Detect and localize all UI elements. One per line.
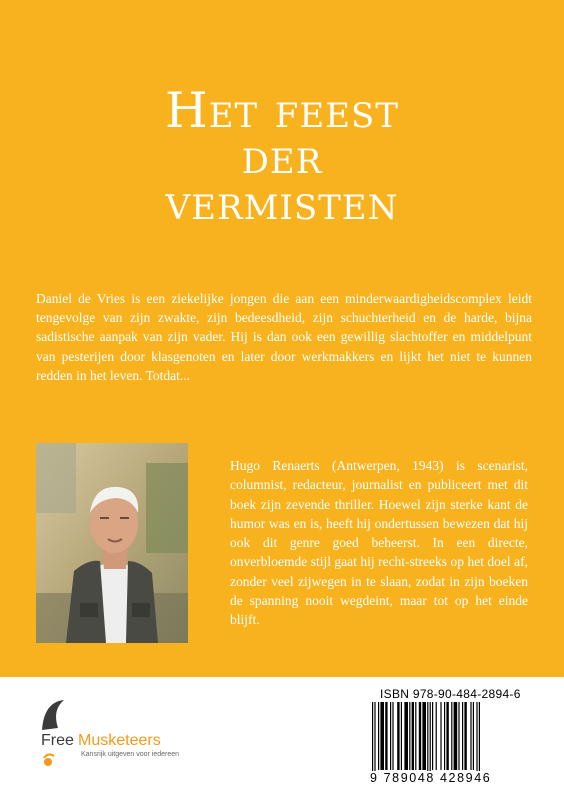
publisher-name-musketeers: Musketeers (78, 732, 161, 749)
book-title (0, 82, 564, 231)
isbn-label: ISBN 978-90-484-2894-6 (380, 687, 521, 701)
author-bio: Hugo Renaerts (Antwerpen, 1943) is scenarist, columnist, redacteur, journalist en publiceert met dit boek zijn zevende thriller. Hoewel zijn sterke kant de humor was en is, heeft hij ondertussen bewezen dat hij ook dit genre goed beheerst. In een directe, onverbloemde stijl gaat hij recht-streeks op het doel af, zonder veel zijwegen in te slaan, zodat in zijn boeken de spanning nooit wegdeint, maar tot op het einde blijft. (230, 458, 528, 628)
isbn-barcode (370, 702, 530, 777)
barcode-digits: 9 789048 428946 (370, 771, 532, 785)
publisher-tagline: Kansrijk uitgeven voor iedereen (81, 751, 180, 758)
author-portrait-image (36, 443, 188, 643)
title-line-2: der (241, 128, 323, 185)
title-line-1: Het feest (164, 82, 399, 139)
publisher-logo (34, 692, 224, 772)
author-photo (36, 443, 188, 643)
book-blurb: Daniel de Vries is een ziekelijke jongen die aan een minderwaardigheidscomplex leidt tengevolge van zijn zwakte, zijn bedeesdheid, zijn schuchterheid en de harde, bijna sadistische aanpak van zijn vader. Hij is dan ook een gewillig slachtoffer en middelpunt van pesterijen door klasgenoten en later door werkmakkers en lijkt het niet te kunnen redden in het leven. Totdat... (36, 291, 532, 383)
title-line-3: vermisten (165, 174, 399, 231)
publisher-name-free: Free (41, 732, 74, 749)
